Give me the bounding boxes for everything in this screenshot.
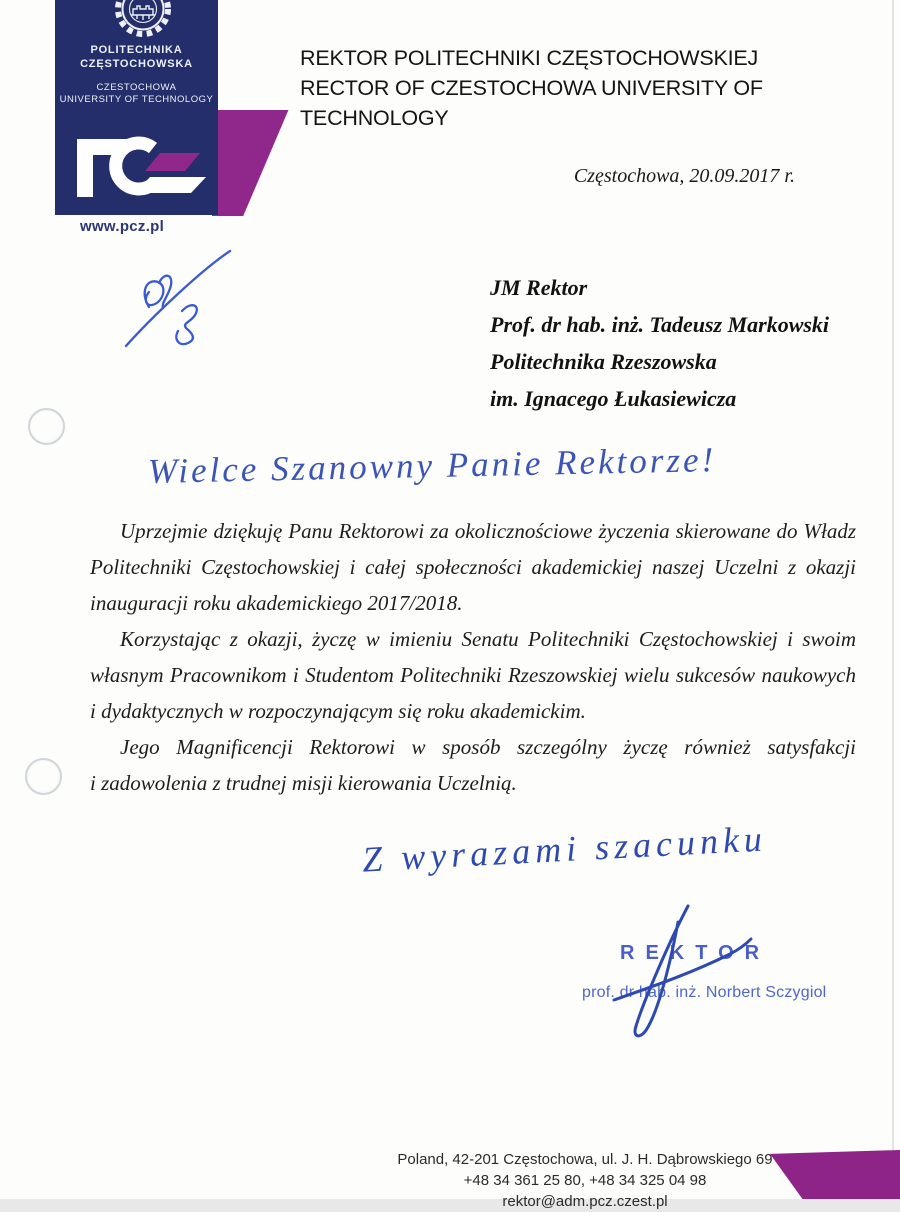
handwritten-initials bbox=[118, 243, 238, 353]
hole-punch-mark bbox=[28, 408, 65, 445]
org-name-pl-line1: POLITECHNIKA bbox=[90, 44, 183, 56]
magenta-accent-shape bbox=[212, 110, 290, 216]
magenta-corner-shape bbox=[770, 1150, 900, 1199]
website-url: www.pcz.pl bbox=[80, 218, 165, 235]
footer-email: rektor@adm.pcz.czest.pl bbox=[502, 1193, 668, 1210]
date-line: Częstochowa, 20.09.2017 r. bbox=[573, 165, 795, 187]
letterhead-title bbox=[300, 43, 900, 133]
rektor-stamp: REKTOR bbox=[620, 942, 771, 964]
letterhead-title-pl: REKTOR POLITECHNIKI CZĘSTOCHOWSKIEJ bbox=[300, 46, 759, 70]
pcz-logo-icon bbox=[75, 131, 207, 203]
footer-address-block bbox=[385, 1149, 785, 1212]
org-name-pl-line2: CZĘSTOCHOWSKA bbox=[80, 58, 193, 70]
footer-phones: +48 34 361 25 80, +48 34 325 04 98 bbox=[463, 1172, 707, 1189]
body-line: Politechniki Częstochowskiej i całej społeczności akademickiej naszej Uczelni z okazji bbox=[90, 555, 856, 579]
scan-edge-line bbox=[892, 0, 894, 1199]
addressee-line: JM Rektor bbox=[490, 275, 588, 300]
addressee-line: Prof. dr hab. inż. Tadeusz Markowski bbox=[490, 312, 830, 337]
addressee-line: im. Ignacego Łukasiewicza bbox=[490, 386, 737, 411]
body-line: własnym Pracownikom i Studentom Politechniki Rzeszowskiej wielu sukcesów naukowych bbox=[90, 663, 856, 687]
hole-punch-mark bbox=[25, 758, 62, 795]
body-line: i dydaktycznych w rozpoczynającym się roku akademickim. bbox=[90, 699, 586, 723]
body-line: Korzystając z okazji, życzę w imieniu Senatu Politechniki Częstochowskiej i swoim bbox=[120, 627, 856, 651]
body-line: inauguracji roku akademickiego 2017/2018. bbox=[90, 591, 463, 615]
rector-signature bbox=[578, 896, 788, 1044]
handwritten-salutation: Wielce Szanowny Panie Rektorze! bbox=[147, 440, 717, 491]
signatory-name: prof. dr hab. inż. Norbert Sczygiol bbox=[582, 984, 827, 1001]
addressee-block bbox=[490, 269, 829, 417]
body-line: i zadowolenia z trudnej misji kierowania Uczelnią. bbox=[90, 771, 517, 795]
body-line: Jego Magnificencji Rektorowi w sposób szczególny życzę również satysfakcji bbox=[120, 735, 856, 759]
handwritten-closing: Z wyrazami szacunku bbox=[361, 818, 768, 880]
university-crest-icon bbox=[113, 0, 173, 44]
body-line: Uprzejmie dziękuję Panu Rektorowi za okolicznościowe życzenia skierowane do Władz bbox=[120, 519, 856, 543]
letterhead-title-en: RECTOR OF CZESTOCHOWA UNIVERSITY OF TECHNOLOGY bbox=[300, 76, 763, 130]
org-name-en-line2: UNIVERSITY OF TECHNOLOGY bbox=[59, 94, 214, 105]
addressee-line: Politechnika Rzeszowska bbox=[490, 349, 717, 374]
university-logo-block bbox=[55, 0, 218, 215]
org-name-en-line1: CZESTOCHOWA bbox=[96, 82, 177, 93]
footer-address: Poland, 42-201 Częstochowa, ul. J. H. Dąbrowskiego 69 bbox=[397, 1151, 773, 1168]
